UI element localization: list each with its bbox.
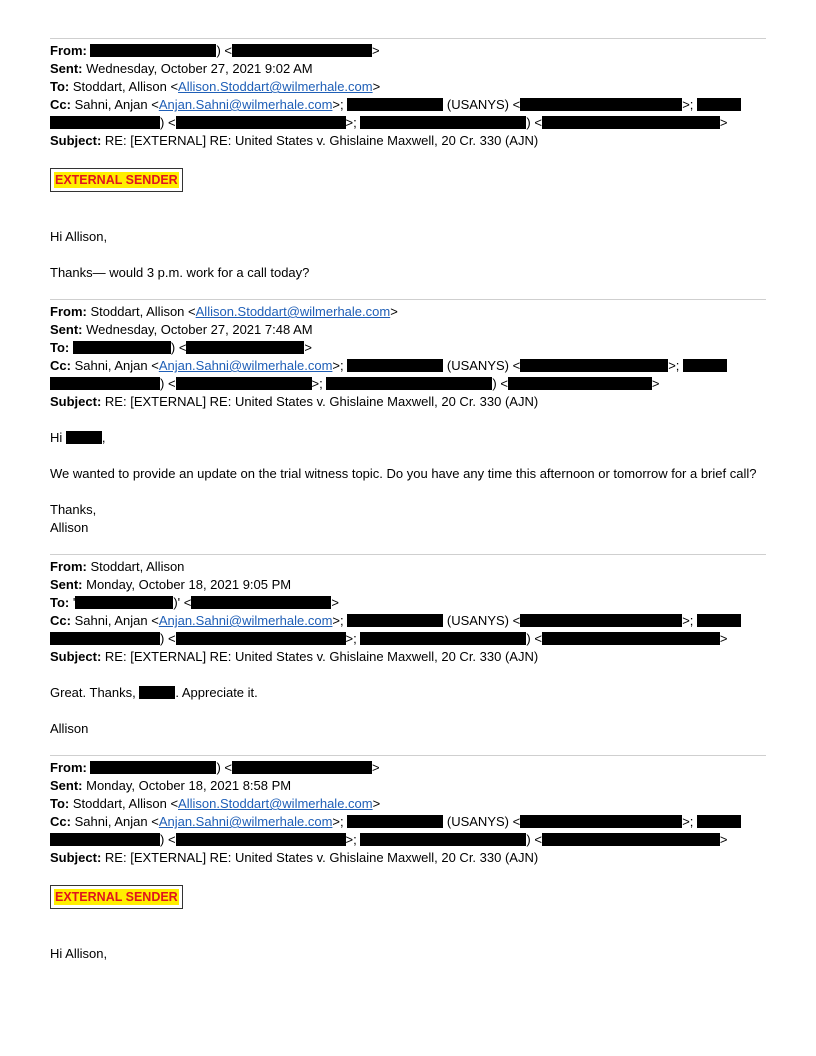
redacted-block bbox=[90, 761, 216, 774]
cc-line-continued: ) < >; ) < > bbox=[50, 114, 766, 132]
redacted-block bbox=[520, 614, 682, 627]
cc-line: Cc: Sahni, Anjan <Anjan.Sahni@wilmerhale.com>; (USANYS) < >; bbox=[50, 612, 766, 630]
sent-date: Monday, October 18, 2021 9:05 PM bbox=[86, 577, 292, 592]
redacted-block bbox=[347, 98, 443, 111]
subject-line bbox=[50, 393, 766, 411]
from-line bbox=[50, 558, 766, 576]
email-message-4 bbox=[50, 755, 766, 963]
from-label: From: bbox=[50, 559, 87, 574]
cc-label: Cc: bbox=[50, 97, 71, 112]
redacted-block bbox=[50, 833, 160, 846]
subject-text: RE: [EXTERNAL] RE: United States v. Ghislaine Maxwell, 20 Cr. 330 (AJN) bbox=[104, 649, 539, 664]
email-message-1 bbox=[50, 38, 766, 299]
to-line: To: ) < > bbox=[50, 340, 313, 355]
cc-org: (USANYS) bbox=[446, 97, 509, 112]
redacted-block bbox=[73, 341, 171, 354]
redacted-block bbox=[508, 377, 652, 390]
recipient-email-link[interactable]: Allison.Stoddart@wilmerhale.com bbox=[178, 796, 373, 811]
redacted-block bbox=[360, 632, 526, 645]
cc-name: Sahni, Anjan bbox=[74, 97, 148, 112]
from-line: From: ) < > bbox=[50, 760, 380, 775]
cc-line: Cc: Sahni, Anjan <Anjan.Sahni@wilmerhale.com>; (USANYS) < >; bbox=[50, 813, 766, 831]
to-label: To: bbox=[50, 340, 70, 355]
redacted-block bbox=[347, 614, 443, 627]
cc-line: Cc: Sahni, Anjan <Anjan.Sahni@wilmerhale.com>; (USANYS) < >; bbox=[50, 96, 766, 114]
cc-line-continued: ) < >; ) < > bbox=[50, 375, 766, 393]
redacted-block bbox=[542, 632, 720, 645]
recipient-name: Stoddart, Allison bbox=[72, 79, 167, 94]
cc-label: Cc: bbox=[50, 358, 71, 373]
redacted-block bbox=[520, 98, 682, 111]
cc-org: (USANYS) bbox=[446, 358, 509, 373]
cc-email-link[interactable]: Anjan.Sahni@wilmerhale.com bbox=[158, 814, 333, 829]
redacted-block bbox=[186, 341, 304, 354]
recipient-name: Stoddart, Allison bbox=[72, 796, 167, 811]
sender-name: Stoddart, Allison bbox=[90, 559, 185, 574]
redacted-block bbox=[232, 761, 372, 774]
redacted-block bbox=[176, 116, 346, 129]
subject-line bbox=[50, 648, 766, 666]
cc-label: Cc: bbox=[50, 613, 71, 628]
redacted-block bbox=[191, 596, 331, 609]
redacted-block bbox=[697, 98, 741, 111]
from-label: From: bbox=[50, 43, 87, 58]
cc-line-continued: ) < >; ) < > bbox=[50, 831, 766, 849]
redacted-block bbox=[697, 815, 741, 828]
redacted-block bbox=[520, 815, 682, 828]
email-greeting: Hi Allison, bbox=[50, 946, 108, 961]
sent-label: Sent: bbox=[50, 778, 83, 793]
email-greeting: Hi Allison, bbox=[50, 229, 108, 244]
sent-line bbox=[50, 576, 766, 594]
redacted-block bbox=[360, 833, 526, 846]
to-line: To: Stoddart, Allison <Allison.Stoddart@wilmerhale.com> bbox=[50, 79, 381, 94]
cc-label: Cc: bbox=[50, 814, 71, 829]
redacted-block bbox=[232, 44, 372, 57]
cc-line-continued: ) < >; ) < > bbox=[50, 630, 766, 648]
cc-line: Cc: Sahni, Anjan <Anjan.Sahni@wilmerhale.com>; (USANYS) < >; bbox=[50, 357, 766, 375]
cc-org: (USANYS) bbox=[446, 814, 509, 829]
redacted-block bbox=[542, 833, 720, 846]
redacted-block bbox=[347, 359, 443, 372]
from-line: From: Stoddart, Allison <Allison.Stoddart@wilmerhale.com> bbox=[50, 304, 398, 319]
redacted-block bbox=[347, 815, 443, 828]
redacted-block bbox=[176, 833, 346, 846]
external-sender-label: EXTERNAL SENDER bbox=[55, 173, 178, 187]
redacted-block bbox=[520, 359, 668, 372]
to-line: To: ' )' < > bbox=[50, 595, 339, 610]
sent-line bbox=[50, 321, 766, 339]
email-body: Thanks— would 3 p.m. work for a call today? bbox=[50, 265, 310, 280]
sender-name: Stoddart, Allison bbox=[90, 304, 185, 319]
subject-label: Subject: bbox=[50, 850, 102, 865]
subject-text: RE: [EXTERNAL] RE: United States v. Ghislaine Maxwell, 20 Cr. 330 (AJN) bbox=[104, 850, 539, 865]
cc-email-link[interactable]: Anjan.Sahni@wilmerhale.com bbox=[158, 613, 333, 628]
to-label: To: bbox=[50, 796, 70, 811]
to-label: To: bbox=[50, 595, 70, 610]
cc-name: Sahni, Anjan bbox=[74, 814, 148, 829]
redacted-block bbox=[697, 614, 741, 627]
cc-org: (USANYS) bbox=[446, 613, 509, 628]
redacted-block bbox=[139, 686, 175, 699]
cc-name: Sahni, Anjan bbox=[74, 613, 148, 628]
redacted-block bbox=[326, 377, 492, 390]
redacted-block bbox=[50, 116, 160, 129]
email-thread bbox=[50, 38, 766, 963]
subject-line bbox=[50, 849, 766, 867]
redacted-block bbox=[176, 377, 312, 390]
subject-text: RE: [EXTERNAL] RE: United States v. Ghislaine Maxwell, 20 Cr. 330 (AJN) bbox=[104, 133, 539, 148]
redacted-block bbox=[176, 632, 346, 645]
from-label: From: bbox=[50, 304, 87, 319]
redacted-block bbox=[542, 116, 720, 129]
redacted-block bbox=[50, 377, 160, 390]
email-body: We wanted to provide an update on the trial witness topic. Do you have any time this afternoon or tomorrow for a brief call? bbox=[50, 466, 757, 481]
subject-label: Subject: bbox=[50, 133, 102, 148]
sent-date: Monday, October 18, 2021 8:58 PM bbox=[86, 778, 292, 793]
external-sender-label: EXTERNAL SENDER bbox=[55, 890, 178, 904]
sent-line bbox=[50, 777, 766, 795]
email-greeting: Hi , bbox=[50, 430, 106, 445]
email-message-3 bbox=[50, 554, 766, 755]
sent-label: Sent: bbox=[50, 577, 83, 592]
body-text-start: Great. Thanks, bbox=[50, 685, 136, 700]
sent-date: Wednesday, October 27, 2021 9:02 AM bbox=[86, 61, 313, 76]
sent-label: Sent: bbox=[50, 61, 83, 76]
email-signature: Allison bbox=[50, 520, 89, 535]
redacted-block bbox=[683, 359, 727, 372]
from-line: From: ) < > bbox=[50, 43, 380, 58]
external-sender-badge bbox=[50, 885, 183, 909]
to-label: To: bbox=[50, 79, 70, 94]
greeting-text: Hi bbox=[50, 430, 63, 445]
email-body bbox=[50, 684, 766, 702]
sent-label: Sent: bbox=[50, 322, 83, 337]
from-label: From: bbox=[50, 760, 87, 775]
sent-line bbox=[50, 60, 766, 78]
subject-label: Subject: bbox=[50, 649, 102, 664]
cc-email-link[interactable]: Anjan.Sahni@wilmerhale.com bbox=[158, 358, 333, 373]
subject-text: RE: [EXTERNAL] RE: United States v. Ghislaine Maxwell, 20 Cr. 330 (AJN) bbox=[104, 394, 539, 409]
redacted-block bbox=[90, 44, 216, 57]
redacted-block bbox=[66, 431, 102, 444]
redacted-block bbox=[360, 116, 526, 129]
redacted-block bbox=[75, 596, 173, 609]
email-signature: Allison bbox=[50, 721, 89, 736]
recipient-email-link[interactable]: Allison.Stoddart@wilmerhale.com bbox=[178, 79, 373, 94]
email-message-2 bbox=[50, 299, 766, 554]
email-signoff: Thanks, bbox=[50, 502, 97, 517]
to-line: To: Stoddart, Allison <Allison.Stoddart@wilmerhale.com> bbox=[50, 796, 381, 811]
redacted-block bbox=[50, 632, 160, 645]
sent-date: Wednesday, October 27, 2021 7:48 AM bbox=[86, 322, 313, 337]
sender-email-link[interactable]: Allison.Stoddart@wilmerhale.com bbox=[195, 304, 391, 319]
subject-line bbox=[50, 132, 766, 150]
cc-email-link[interactable]: Anjan.Sahni@wilmerhale.com bbox=[158, 97, 333, 112]
external-sender-badge bbox=[50, 168, 183, 192]
body-text-end: . Appreciate it. bbox=[175, 685, 258, 700]
cc-name: Sahni, Anjan bbox=[74, 358, 148, 373]
subject-label: Subject: bbox=[50, 394, 102, 409]
